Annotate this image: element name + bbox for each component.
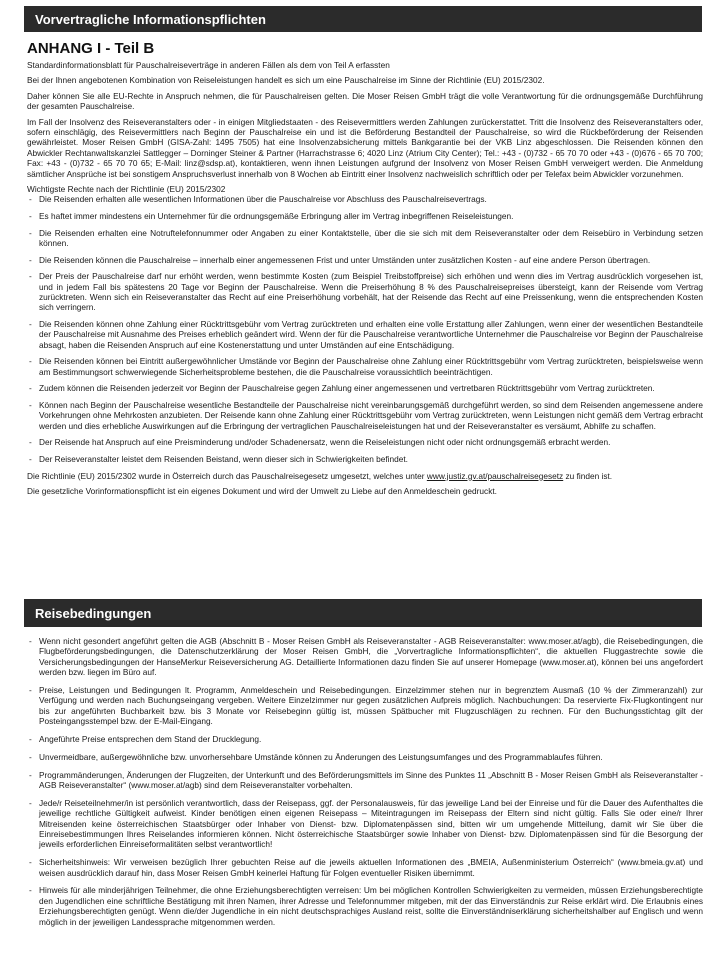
list-item: - Unvermeidbare, außergewöhnliche bzw. unvorhersehbare Umstände können zu Änderungen des Leistungsumfanges und des Programmablaufes führen. <box>27 752 703 762</box>
section-header-travel-conditions <box>24 599 702 627</box>
law-link[interactable]: www.justiz.gv.at/pauschalreisegesetz <box>426 470 564 481</box>
section-header-information-duties <box>24 6 702 32</box>
conditions-list <box>27 636 703 927</box>
paragraph: Daher können Sie alle EU-Rechte in Anspruch nehmen, die für Pauschalreisen gelten. Die Moser Reisen GmbH trägt die volle Verantwortung für die ordnungsgemäße Durchführung der gesamten Pauschalreise. <box>27 90 703 112</box>
list-item: - Jede/r Reiseteilnehmer/in ist persönlich verantwortlich, dass der Reisepass, ggf. der Personalausweis, für das jeweilige Land bei der Einreise und für die Dauer des Aufenthaltes die jeweilige rechtliche Gültigkeit aufweist. Kinder benötigen einen eigenen Reisepass – Miteintragungen im Reisepass der Eltern sind nicht gültig. Falls Sie oder eine/r Ihrer Mitreisenden keine österreichischen Staatsbürger oder Inhaber von Dienst- bzw. Diplomatenpässen sind, bitten wir um umgehende Mitteilung, damit wir Sie über die Einreisebestimmungen Ihres Reiselandes informieren können. Nicht österreichische Staatsbürger sowie Inhaber von Dienst- bzw. Diplomatenpässen sind für die Besorgung der jeweils erforderlichen Einreiseformalitäten selbst verantwortlich! <box>27 798 703 850</box>
paragraph: Bei der Ihnen angebotenen Kombination von Reiseleistungen handelt es sich um eine Pauschalreise im Sinne der Richtlinie (EU) 2015/2302. <box>27 75 545 86</box>
list-item: - Die Reisenden erhalten eine Notruftelefonnummer oder Angaben zu einer Kontaktstelle, über die sie sich mit dem Reiseveranstalter oder dem Reisebüro in Verbindung setzen können. <box>27 228 703 249</box>
list-item: - Programmänderungen, Änderungen der Flugzeiten, der Unterkunft und des Beförderungsmittels im Sinne des Punktes 11 „Abschnitt B - Moser Reisen GmbH als Reiseveranstalter - AGB Reiseveranstalter“ (www.moser.at/agb) sind dem Reiseveranstalter vorbehalten. <box>27 770 703 791</box>
list-item: - Angeführte Preise entsprechen dem Stand der Drucklegung. <box>27 734 703 744</box>
paragraph: Im Fall der Insolvenz des Reiseveranstalters oder - in einigen Mitgliedstaaten - des Reisevermittlers werden Zahlungen zurückerstattet. Tritt die Insolvenz des Reiseveranstalters oder, sofern einschlägig, des Reisevermittlers nach Beginn der Pauschalreise ein und ist die Beförderung Bestandteil der Pauschalreise, so wird die Rückbeförderung der Reisenden gewährleistet. Moser Reisen GmbH (GISA-Zahl: 1495 7505) hat eine Insolvenzabsicherung mittels Bankgarantie bei der VKB Linz abgeschlossen. Die Reisenden können den Abwickler Rechtanwaltskanzlei Sattlegger – Dorninger Steiner & Partner (Harrachstrasse 6; 4020 Linz (Atrium City Center); Tel.: +43 - (0)732 - 65 70 70 oder +43 - (0)676 - 65 70 700; Fax: +43 - (0)732 - 65 70 70 65; E-Mail: linz@sdsp.at), kontaktieren, wenn ihnen Leistungen aufgrund der Insolvenz von Moser Reisen GmbH verweigert werden. Die Anmeldung sämtlicher Ansprüche ist bei sonstigem Anspruchsverlust innerhalb von 8 Wochen ab Eintritt einer Insolvenz nachweislich schriftlich oder per Telefax beim Abwickler vorzunehmen. <box>27 116 703 179</box>
law-reference-text: Die Richtlinie (EU) 2015/2302 wurde in Österreich durch das Pauschalreisegesetz umgesetzt, welches unter <box>27 470 427 481</box>
list-item: - Der Reiseveranstalter leistet dem Reisenden Beistand, wenn dieser sich in Schwierigkeiten befindet. <box>27 454 703 464</box>
law-reference-suffix: zu finden ist. <box>563 470 613 481</box>
rights-list <box>27 194 703 464</box>
section-header-label: Vorvertragliche Informationspflichten <box>35 11 266 27</box>
rights-heading: Wichtigste Rechte nach der Richtlinie (EU) 2015/2302 <box>27 184 226 195</box>
list-item: - Sicherheitshinweis: Wir verweisen bezüglich Ihrer gebuchten Reise auf die jeweils aktuellen Informationen des „BMEIA, Außenministerium Österreich“ (www.bmeia.gv.at) und weisen ausdrücklich darauf hin, dass Moser Reisen GmbH keinerlei Haftung für Folgen eventueller Risiken übernimmt. <box>27 857 703 878</box>
list-item: - Die Reisenden können ohne Zahlung einer Rücktrittsgebühr vom Vertrag zurücktreten und erhalten eine volle Erstattung aller Zahlungen, wenn einer der wesentlichen Bestandteile der Pauschalreise mit Ausnahme des Preises erheblich geändert wird. Wenn der für die Pauschalreise verantwortliche Unternehmer die Pauschalreise vor Beginn der Pauschalreise absagt, haben die Reisenden Anspruch auf eine Kostenerstattung und unter Umständen auf eine Entschädigung. <box>27 319 703 350</box>
list-item: - Die Reisenden können bei Eintritt außergewöhnlicher Umstände vor Beginn der Pauschalreise ohne Zahlung einer Rücktrittsgebühr vom Vertrag zurücktreten, beispielsweise wenn am Bestimmungsort schwerwiegende Sicherheitsprobleme bestehen, die die Pauschalreise voraussichtlich beeinträchtigen. <box>27 356 703 377</box>
list-item: - Der Reisende hat Anspruch auf eine Preisminderung und/oder Schadenersatz, wenn die Reiseleistungen nicht oder nicht ordnungsgemäß erbracht werden. <box>27 437 703 447</box>
annex-title: ANHANG I - Teil B <box>27 40 155 57</box>
list-item: - Die Reisenden können die Pauschalreise – innerhalb einer angemessenen Frist und unter Umständen unter zusätzlichen Kosten - auf eine andere Person übertragen. <box>27 255 703 265</box>
section-information-duties <box>27 40 703 501</box>
annex-subtitle: Standardinformationsblatt für Pauschalreiseverträge in anderen Fällen als dem von Teil A erfassten <box>27 60 390 70</box>
list-item: - Die Reisenden erhalten alle wesentlichen Informationen über die Pauschalreise vor Abschluss des Pauschalreisevertrags. <box>27 194 703 204</box>
list-item: - Wenn nicht gesondert angeführt gelten die AGB (Abschnitt B - Moser Reisen GmbH als Reiseveranstalter - AGB Reiseveranstalter: www.moser.at/agb), die Reisebedingungen, die Flugbeförderungsbedingungen, die Datenschutzerklärung der Moser Reisen GmbH, die „Vorvertragliche Informationspflichten“, die aktuellen Fluggastrechte sowie die Versicherungsbedingungen der HanseMerkur Reiseversicherung AG. Detaillierte Informationen dazu finden Sie auf unserer Homepage (www.moser.at), können bei uns angefordert werden bzw. liegen im Büro auf. <box>27 636 703 678</box>
list-item: - Hinweis für alle minderjährigen Teilnehmer, die ohne Erziehungsberechtigten verreisen: Um bei möglichen Kontrollen Schwierigkeiten zu vermeiden, müssen Erziehungsberechtigte den Jugendlichen eine schriftliche Bestätigung mit ihren Namen, ihrer Adresse und Telefonnummer mitgeben, mit der das Einverständnis zur Reise erklärt wird. Die Erlaubnis eines Erziehungsberechtigten genügt. Wenn die/der Jugendliche in ein nicht deutschsprachiges Ausland reist, sollte die Einverständniserklärung sicherheitshalber auf Englisch und wenn möglich in der jeweiligen Landessprache mitgenommen werden. <box>27 885 703 927</box>
section-header-label: Reisebedingungen <box>35 605 152 621</box>
law-reference <box>27 471 703 481</box>
list-item: - Zudem können die Reisenden jederzeit vor Beginn der Pauschalreise gegen Zahlung einer angemessenen und vertretbaren Rücktrittsgebühr vom Vertrag zurücktreten. <box>27 383 703 393</box>
list-item: - Preise, Leistungen und Bedingungen lt. Programm, Anmeldeschein und Reisebedingungen. Einzelzimmer stehen nur in begrenztem Ausmaß (10 % der Zimmeranzahl) zur Verfügung und werden nach Buchungseingang vergeben. Weitere Einzelzimmer nur gegen zusätzlichen Aufpreis möglich. Nachbuchungen: Da reservierte Fix-Flugkontingent nur bis zur angeführten Buchbarkeit bzw. bis 3 Monate vor Reisebeginn gültig ist, müssen Spätbucher mit Flugzuschlägen zu rechnen. Für den Buchungsstichtag gilt der Posteingangsstempel bzw. der E-Mail-Eingang. <box>27 685 703 727</box>
list-item: - Können nach Beginn der Pauschalreise wesentliche Bestandteile der Pauschalreise nicht vereinbarungsgemäß durchgeführt werden, so sind dem Reisenden angemessene andere Vorkehrungen ohne Mehrkosten anzubieten. Der Reisende kann ohne Zahlung einer Rücktrittsgebühr vom Vertrag zurücktreten, wenn Leistungen nicht gemäß dem Vertrag erbracht werden und dies erhebliche Auswirkungen auf die Erbringung der vertraglichen Pauschalreiseleistungen hat und der Reiseveranstalter es versäumt, Abhilfe zu schaffen. <box>27 400 703 431</box>
list-item: - Der Preis der Pauschalreise darf nur erhöht werden, wenn bestimmte Kosten (zum Beispiel Treibstoffpreise) sich erhöhen und wenn dies im Vertrag ausdrücklich vorgesehen ist, und in jedem Fall bis spätestens 20 Tage vor Beginn der Pauschalreise. Wenn die Preiserhöhung 8 % des Pauschalreisepreises übersteigt, kann der Reisende vom Vertrag zurücktreten. Wenn sich ein Reiseveranstalter das Recht auf eine Preiserhöhung vorbehält, hat der Reisende das Recht auf eine Preissenkung, wenn die entsprechenden Kosten sich verringern. <box>27 271 703 313</box>
list-item: - Es haftet immer mindestens ein Unternehmer für die ordnungsgemäße Erbringung aller im Vertrag inbegriffenen Reiseleistungen. <box>27 211 703 221</box>
section-travel-conditions <box>27 636 703 934</box>
closing-note: Die gesetzliche Vorinformationspflicht ist ein eigenes Dokument und wird der Umwelt zu Liebe auf den Anmeldeschein gedruckt. <box>27 486 497 497</box>
